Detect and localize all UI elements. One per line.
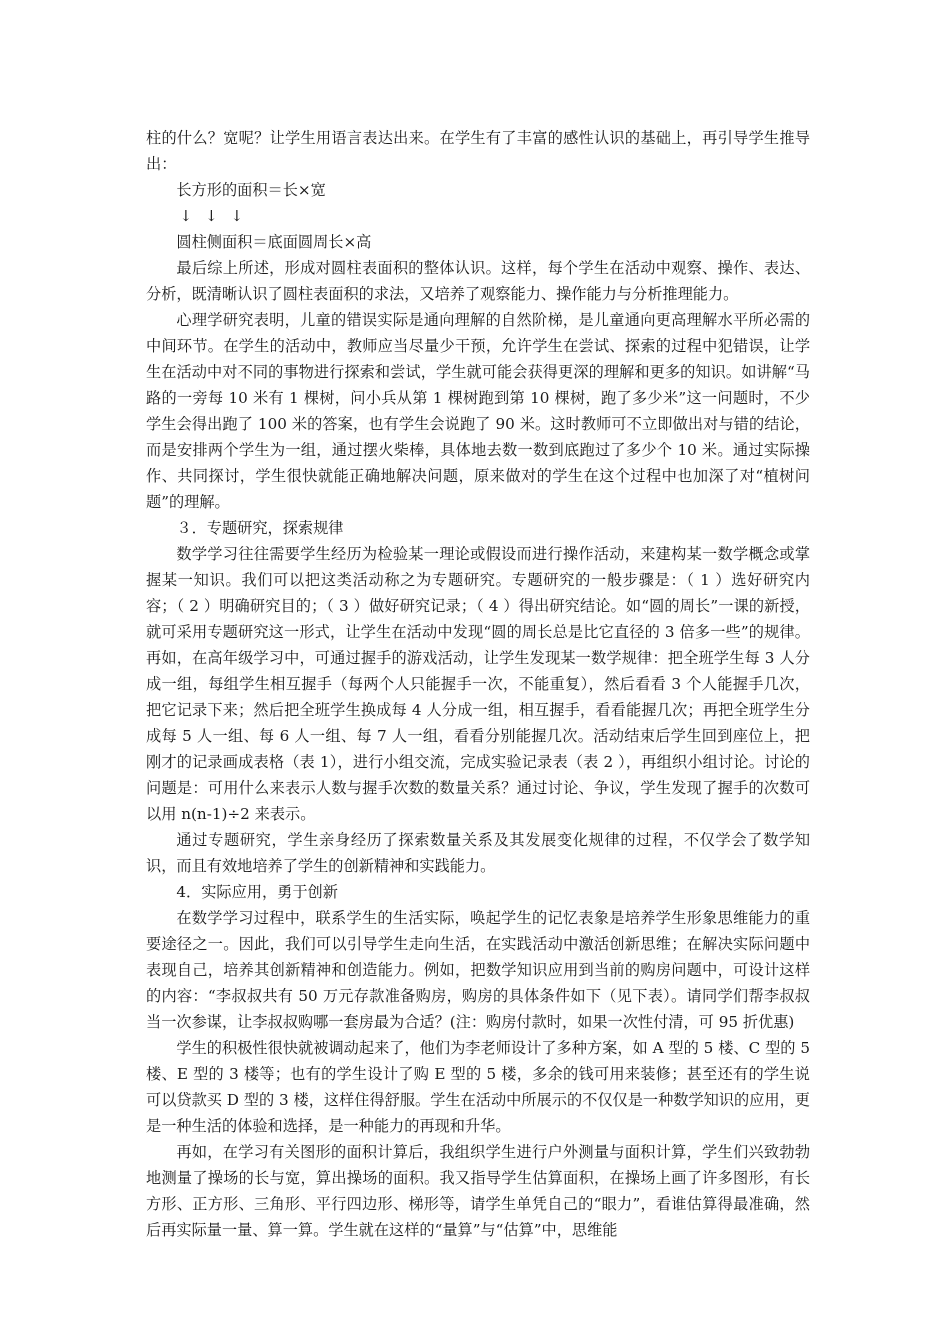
- section-heading-4: 4．实际应用，勇于创新: [176, 883, 338, 901]
- paragraph-application: 在数学学习过程中，联系学生的生活实际，唤起学生的记忆表象是培养学生形象思维能力的重要途径之一。因此，我们可以引导学生走向生活，在实践活动中激活创新思维；在解决实际问题中表现自己，培养其创新精神和创造能力。例如，把数学知识应用到当前的购房问题中，可设计这样的内容：“李叔叔共有 50 万元存款准备购房，购房的具体条件如下（见下表）。请同学们帮李叔叔当一次参谋，让李叔叔购哪一套房最为合适？(注：购房付款时，如果一次性付清，可 95 折优惠): [146, 909, 810, 1031]
- formula-rectangle-area: 长方形的面积＝长×宽: [176, 181, 326, 199]
- paragraph-area-measurement: 再如，在学习有关图形的面积计算后，我组织学生进行户外测量与面积计算，学生们兴致勃勃地测量了操场的长与宽，算出操场的面积。我又指导学生估算面积，在操场上画了许多图形，有长方形、正方形、三角形、平行四边形、梯形等，请学生单凭自己的“眼力”，看谁估算得最准确，然后再实际量一量、算一算。学生就在这样的“量算”与“估算”中，思维能: [146, 1143, 810, 1239]
- paragraph-psychology: 心理学研究表明，儿童的错误实际是通向理解的自然阶梯，是儿童通向更高理解水平所必需的中间环节。在学生的活动中，教师应当尽量少干预，允许学生在尝试、探索的过程中犯错误，让学生在活动中对不同的事物进行探索和尝试，学生就可能会获得更深的理解和更多的知识。如讲解“马路的一旁每 10 米有 1 棵树，问小兵从第 1 棵树跑到第 10 棵树，跑了多少米”这一问题时，不少学生会得出跑了 100 米的答案，也有学生会说跑了 90 米。这时教师可不立即做出对与错的结论，而是安排两个学生为一组，通过摆火柴棒，具体地去数一数到底跑过了多少个 10 米。通过实际操作、共同探讨，学生很快就能正确地解决问题，原来做对的学生在这个过程中也加深了对“植树问题”的理解。: [146, 311, 810, 511]
- paragraph-student-plans: 学生的积极性很快就被调动起来了，他们为李老师设计了多种方案，如 A 型的 5 楼、C 型的 5 楼、E 型的 3 楼等；也有的学生设计了购 E 型的 5 楼，多余的钱可用来装修；甚至还有的学生说可以贷款买 D 型的 3 楼，这样住得舒服。学生在活动中所展示的不仅仅是一种数学知识的应用，更是一种生活的体验和选择，是一种能力的再现和升华。: [146, 1039, 810, 1135]
- section-heading-3: ３．专题研究，探索规律: [176, 519, 344, 537]
- document-body: [146, 125, 810, 1243]
- paragraph-continuation: 柱的什么？宽呢？让学生用语言表达出来。在学生有了丰富的感性认识的基础上，再引导学生推导出：: [146, 129, 810, 173]
- formula-arrows: ↓ ↓ ↓: [179, 207, 248, 225]
- formula-cylinder-side-area: 圆柱侧面积＝底面圆周长×高: [176, 233, 372, 251]
- paragraph-research: 数学学习往往需要学生经历为检验某一理论或假设而进行操作活动，来建构某一数学概念或掌握某一知识。我们可以把这类活动称之为专题研究。专题研究的一般步骤是：（ 1 ）选好研究内容；（ 2 ）明确研究目的；（ 3 ）做好研究记录；（ 4 ）得出研究结论。如“圆的周长”一课的新授，就可采用专题研究这一形式，让学生在活动中发现“圆的周长总是比它直径的 3 倍多一些”的规律。再如，在高年级学习中，可通过握手的游戏活动，让学生发现某一数学规律：把全班学生每 3 人分成一组，每组学生相互握手（每两个人只能握手一次，不能重复），然后看看 3 个人能握手几次，把它记录下来；然后把全班学生换成每 4 人分成一组，相互握手，看看能握几次；再把全班学生分成每 5 人一组、每 6 人一组、每 7 人一组，看看分别能握几次。活动结束后学生回到座位上，把刚才的记录画成表格（表 1），进行小组交流，完成实验记录表（表 2 ），再组织小组讨论。讨论的问题是：可用什么来表示人数与握手次数的数量关系？通过讨论、争议，学生发现了握手的次数可以用 n(n-1)÷2 来表示。: [146, 545, 810, 823]
- paragraph-summary: 最后综上所述，形成对圆柱表面积的整体认识。这样，每个学生在活动中观察、操作、表达、分析，既清晰认识了圆柱表面积的求法，又培养了观察能力、操作能力与分析推理能力。: [146, 259, 810, 303]
- paragraph-research-conclusion: 通过专题研究，学生亲身经历了探索数量关系及其发展变化规律的过程，不仅学会了数学知识，而且有效地培养了学生的创新精神和实践能力。: [146, 831, 810, 875]
